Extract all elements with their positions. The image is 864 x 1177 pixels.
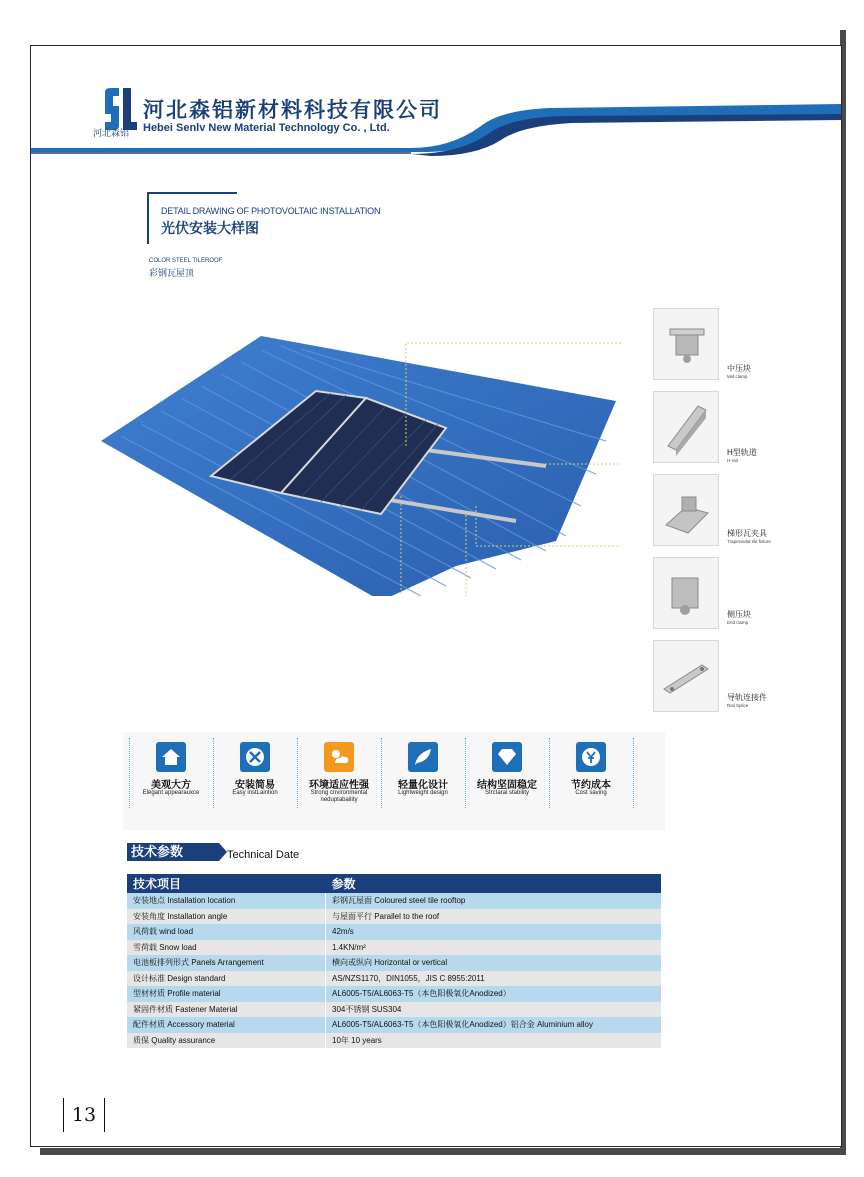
feature-title: 美观大方 <box>151 780 191 791</box>
table-row <box>127 986 661 1002</box>
spec-table <box>127 874 661 1048</box>
brochure-page <box>30 45 842 1147</box>
weather-icon <box>324 742 354 772</box>
spec-param: AS/NZS1170，DIN1055，JIS C 8955:2011 <box>326 971 662 987</box>
feature-item <box>383 732 463 830</box>
h-rail-icon <box>658 396 714 456</box>
end-clamp-icon <box>658 562 714 622</box>
spec-param: AL6005-T5/AL6063-T5（本色阳极氧化Anodized）铝合金 Aluminium alloy <box>326 1017 662 1033</box>
spec-param: 304不锈钢 SUS304 <box>326 1002 662 1018</box>
tools-icon <box>240 742 270 772</box>
divider <box>297 738 298 808</box>
feature-title: 节约成本 <box>571 780 611 791</box>
divider <box>549 738 550 808</box>
table-row <box>127 893 661 909</box>
feature-title: 安装简易 <box>235 780 275 791</box>
company-name-cn: 河北森铝新材料科技有限公司 <box>143 98 442 122</box>
part-card-mid-clamp <box>653 308 719 380</box>
spec-item: 质保 Quality assurance <box>127 1033 326 1049</box>
spec-item: 电池板排列形式 Panels Arrangement <box>127 955 326 971</box>
part-label-cn: H型轨道 <box>727 448 757 457</box>
part-card-rail-splice <box>653 640 719 712</box>
page-number: 13 <box>63 1098 105 1132</box>
spec-param: AL6005-T5/AL6063-T5（本色阳极氧化Anodized） <box>326 986 662 1002</box>
divider <box>129 738 130 808</box>
spec-param: 彩钢瓦屋面 Coloured steel tile rooftop <box>326 893 662 909</box>
table-row <box>127 1017 661 1033</box>
feature-strip <box>123 732 665 830</box>
feather-icon <box>408 742 438 772</box>
tech-section-label: 技术参数 <box>127 843 219 861</box>
house-icon <box>156 742 186 772</box>
part-label-en: Rail Splice <box>727 703 749 708</box>
part-label-cn: 中压块 <box>727 364 751 373</box>
mid-clamp-icon <box>658 313 714 373</box>
feature-item <box>299 732 379 830</box>
spec-item: 设计标准 Design standard <box>127 971 326 987</box>
feature-item <box>215 732 295 830</box>
feature-subtitle: Elegant appearauxce <box>142 790 200 796</box>
tech-section-label-en: Technical Date <box>227 849 300 861</box>
spec-item: 紧固件材质 Fastener Material <box>127 1002 326 1018</box>
page-shadow-bottom <box>40 1148 846 1155</box>
spec-header-param: 参数 <box>326 874 662 893</box>
divider <box>633 738 634 808</box>
spec-header-item: 技术项目 <box>127 874 326 893</box>
part-label-en: H-rail <box>727 458 738 463</box>
part-label-en: Trapezoidal tile fixture <box>727 539 771 544</box>
feature-subtitle: Easy instLaintion <box>232 790 278 796</box>
drawing-title-en: DETAIL DRAWING OF PHOTOVOLTAIC INSTALLATION <box>161 206 381 216</box>
part-label-cn: 导轨连接件 <box>727 693 767 702</box>
spec-param: 42m/s <box>326 924 662 940</box>
feature-item <box>551 732 631 830</box>
table-row <box>127 1033 661 1049</box>
spec-item: 雪荷载 Snow load <box>127 940 326 956</box>
table-row <box>127 924 661 940</box>
divider <box>381 738 382 808</box>
feature-subtitle: Strctaral stability <box>484 790 529 796</box>
spec-param: 与屋面平行 Parallel to the roof <box>326 909 662 925</box>
table-row <box>127 955 661 971</box>
divider <box>213 738 214 808</box>
part-label-en: End clamp <box>727 620 749 625</box>
feature-subtitle: Cost saving <box>575 790 607 796</box>
table-row <box>127 909 661 925</box>
roof-type-en: COLOR STEEL TILEROOF <box>149 258 223 264</box>
spec-param: 1.4KN/m² <box>326 940 662 956</box>
part-label-en: Mid clamp <box>727 374 748 379</box>
part-label-cn: 侧压块 <box>727 610 751 619</box>
part-label-cn: 梯形瓦夹具 <box>727 529 767 538</box>
feature-item <box>131 732 211 830</box>
spec-item: 型材材质 Profile material <box>127 986 326 1002</box>
spec-item: 风荷载 wind load <box>127 924 326 940</box>
spec-item: 安装地点 Installation location <box>127 893 326 909</box>
feature-item <box>467 732 547 830</box>
feature-subtitle: Lightweight design <box>398 790 448 796</box>
company-name-en: Hebei Senlv New Material Technology Co. , Ltd. <box>143 122 390 134</box>
trapezoid-fixture-icon <box>658 479 714 539</box>
diamond-icon <box>492 742 522 772</box>
part-card-h-rail <box>653 391 719 463</box>
spec-param: 横向或纵向 Horizontal or vertical <box>326 955 662 971</box>
logo-subtitle: 河北森铝 <box>93 129 130 139</box>
drawing-title-cn: 光伏安装大样图 <box>161 220 259 236</box>
header-swoosh <box>31 96 841 156</box>
table-row <box>127 940 661 956</box>
feature-title: 环境适应性强 <box>309 780 369 791</box>
part-card-end-clamp <box>653 557 719 629</box>
spec-item: 配件材质 Accessory material <box>127 1017 326 1033</box>
spec-item: 安装角度 Installation angle <box>127 909 326 925</box>
rail-splice-icon <box>658 645 714 705</box>
pv-installation-illustration <box>101 296 621 596</box>
feature-title: 结构坚固稳定 <box>477 780 537 791</box>
table-row <box>127 1002 661 1018</box>
tech-label-arrow <box>219 843 227 861</box>
part-card-trapezoid-fixture <box>653 474 719 546</box>
yen-icon <box>576 742 606 772</box>
table-row <box>127 971 661 987</box>
roof-type-cn: 彩钢瓦屋顶 <box>149 268 195 278</box>
divider <box>465 738 466 808</box>
feature-title: 轻量化设计 <box>398 780 448 791</box>
spec-param: 10年 10 years <box>326 1033 662 1049</box>
feature-subtitle: Strong cnvironmental neduptabaility <box>310 790 368 803</box>
